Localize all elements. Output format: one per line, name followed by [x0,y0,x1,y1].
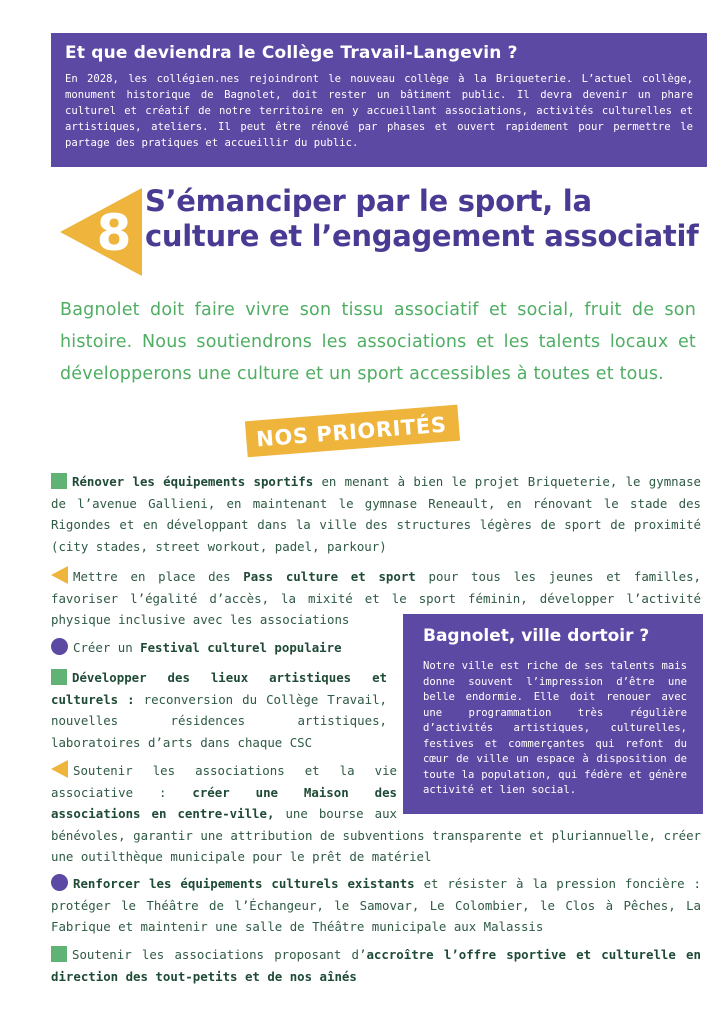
college-box-title: Et que deviendra le Collège Travail-Langevin ? [65,43,518,63]
dortoir-box-title: Bagnolet, ville dortoir ? [423,626,650,646]
college-box [51,33,707,167]
item-bold: créer une Maison des associations en centre-ville, [51,784,398,822]
item-text: pour tous les jeunes et familles, favoriser l’égalité d’accès, la mixité et le sport féminin, développer l’activité physique inclusive avec les associations [51,569,701,628]
item-pre: Soutenir les associations proposant d’ [72,947,367,962]
dortoir-box [403,614,703,814]
priorities-label: NOS PRIORITÉS [245,405,460,458]
item-text: en menant à bien le projet Briqueterie, le gymnase de l’avenue Gallieni, en maintenant le gymnase Reneault, en rénovant le stade des Rigondes et en développant dans la ville des structures légères de sport de proximité (city stades, street workout, padel, parkour) [51,474,701,554]
item-pre: Créer un [73,640,141,655]
dortoir-box-text: Notre ville est riche de ses talents mais donne souvent l’impression d’être une belle endormie. Elle doit renouer avec une programmation très régulière d’activités artistiques, culturelles, festives et commerçantes qui refont du cœur de ville un espace à disposition de toute la population, qui fédère et génère activité et lien social. [423,660,687,796]
section-title: S’émanciper par le sport, la culture et l’engagement associatif [145,184,699,253]
item-text: et résister à la pression foncière : protéger le Théâtre de l’Échangeur, le Samovar, Le Colombier, le Clos à Pêches, La Fabrique et maintenir une salle de Théâtre municipale aux Malassis [51,876,701,935]
section-intro: Bagnolet doit faire vivre son tissu associatif et social, fruit de son histoire. Nous soutiendrons les associations et les talents locaux et développerons une culture et un sport accessibles à toutes et tous. [60,300,696,384]
item-bold: Renforcer les équipements culturels existants [73,876,415,891]
list-item [51,667,387,753]
item-text: reconversion du Collège Travail, nouvelles résidences artistiques, laboratoires d’arts dans chaque CSC [51,691,387,750]
item-bold: Développer des lieux artistiques et culturels : [51,670,387,707]
yellow-triangle-bullet-icon [51,566,68,584]
yellow-triangle-bullet-icon [51,760,68,778]
college-box-text: En 2028, les collégien.nes rejoindront le nouveau collège à la Briqueterie. L’actuel collège, monument historique de Bagnolet, doit rester un bâtiment public. Il devra devenir un phare culturel et créatif de notre territoire en y accueillant associations, activités culturelles et artistiques, ateliers. Il peut être rénové par phases et ouvert rapidement pour permettre le partage des pratiques et accueillir du public. [65,73,693,149]
item-pre: Soutenir les associations et la vie associative : [51,763,397,800]
item-text: une bourse aux bénévoles, garantir une attribution de subventions transparente et pluriannuelle, créer une outilthèque municipale pour le prêt de matériel [51,806,701,865]
purple-circle-bullet-icon [51,874,68,891]
green-square-bullet-icon [51,946,67,962]
item-bold: Festival culturel populaire [140,640,342,655]
green-square-bullet-icon [51,473,67,489]
item-bold: Pass culture et sport [243,569,416,584]
purple-circle-bullet-icon [51,638,68,655]
list-item [51,637,391,659]
item-pre: Mettre en place des [73,569,244,584]
list-item [51,873,701,938]
green-square-bullet-icon [51,669,67,685]
section-number-triangle [60,188,144,278]
item-bold: accroître l’offre sportive et culturelle en direction des tout-petits et de nos aînés [51,947,701,984]
list-item [51,944,701,987]
list-item [51,471,701,557]
item-bold: Rénover les équipements sportifs [72,474,314,489]
section-number: 8 [96,204,132,262]
